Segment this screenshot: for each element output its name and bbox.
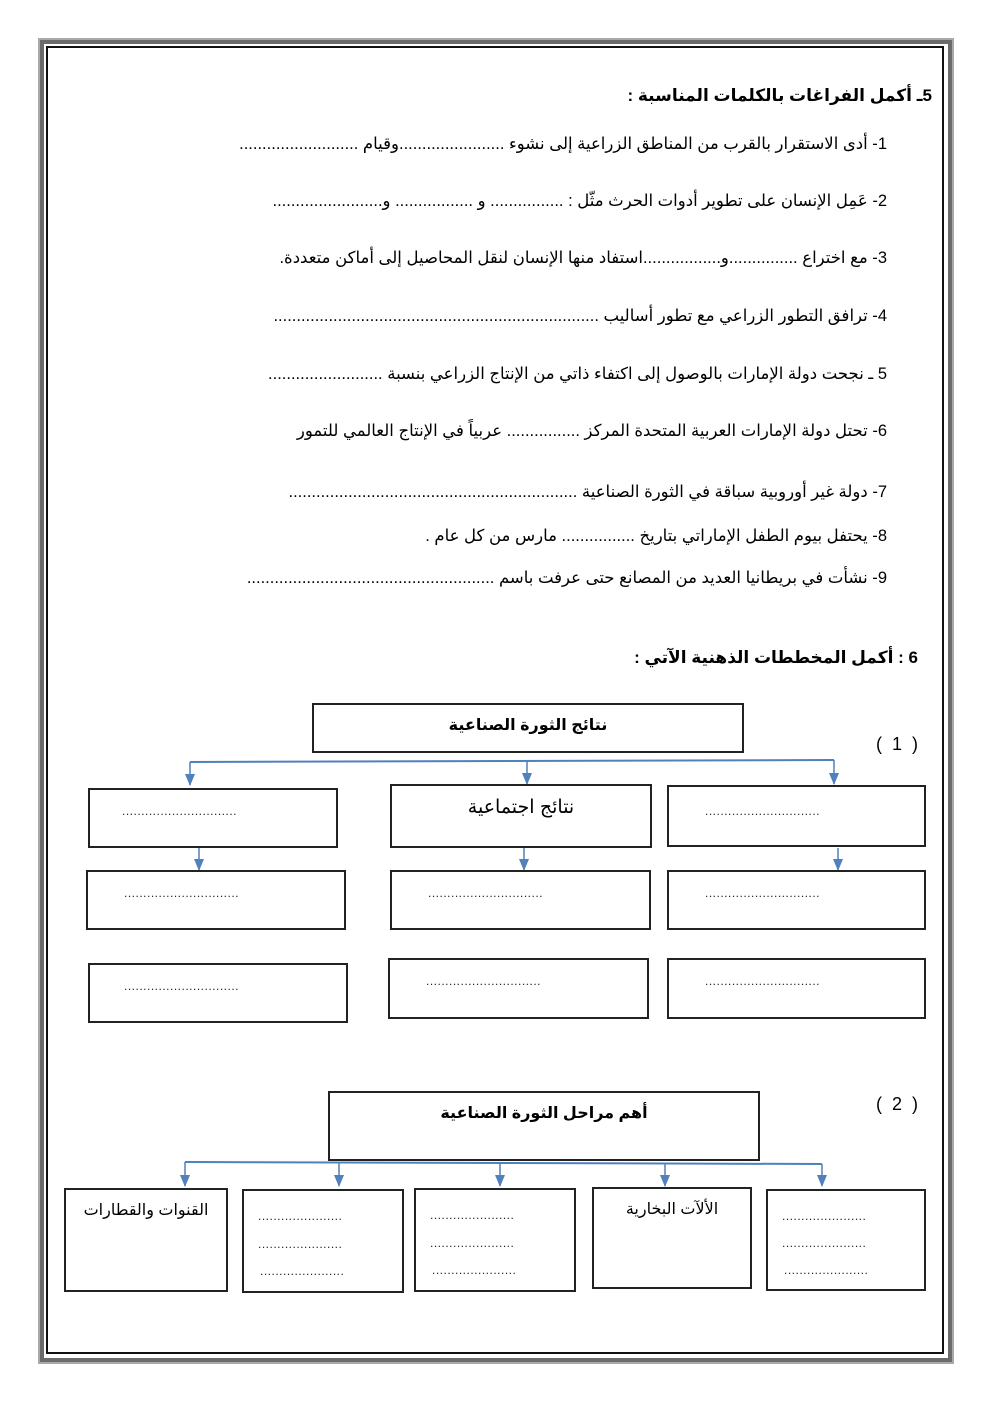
- map1-col3-header-blank: ..............................: [705, 804, 821, 818]
- map1-col3-cell2-blank: ..............................: [705, 974, 821, 988]
- map1-col3-cell1-blank: ..............................: [705, 886, 821, 900]
- question-2: 2- عَمِل الإنسان على تطوير أدوات الحرث مثّل : ................ و ................. و........................: [272, 192, 887, 210]
- map2-branch1-line2: ......................: [782, 1236, 867, 1250]
- map2-branch1-line3: ......................: [784, 1263, 869, 1277]
- map1-number: ( 1 ): [876, 734, 919, 754]
- map2-branch4-line1: ......................: [258, 1209, 343, 1223]
- map2-number: ( 2 ): [876, 1094, 919, 1114]
- map2-branch5-box: [64, 1188, 228, 1292]
- question-1: 1- أدى الاستقرار بالقرب من المناطق الزراعية إلى نشوء .......................وقيام ..........................: [239, 135, 887, 153]
- map2-branch4-line3: ......................: [260, 1264, 345, 1278]
- map1-col2-cell1-box[interactable]: [390, 870, 651, 930]
- question-8: 8- يحتفل بيوم الطفل الإماراتي بتاريخ ................ مارس من كل عام .: [425, 527, 887, 545]
- map1-col1-header-box[interactable]: [88, 788, 338, 848]
- map1-col2-cell1-blank: ..............................: [428, 886, 544, 900]
- map1-col1-cell1-blank: ..............................: [124, 886, 240, 900]
- question-6: 6- تحتل دولة الإمارات العربية المتحدة المركز ................ عربياً في الإنتاج العالمي للتمور: [296, 422, 887, 440]
- map1-col3-cell2-box[interactable]: [667, 958, 926, 1019]
- question-3: 3- مع اختراع ...............و.................استفاد منها الإنسان لنقل المحاصيل إلى أماكن متعددة.: [279, 249, 887, 267]
- question-9: 9- نشأت في بريطانيا العديد من المصانع حتى عرفت باسم ......................................................: [246, 569, 887, 587]
- question-4: 4- ترافق التطور الزراعي مع تطور أساليب .......................................................................: [273, 307, 887, 325]
- map2-branch1-box[interactable]: [766, 1189, 926, 1291]
- map1-col3-cell1-box[interactable]: [667, 870, 926, 930]
- map2-branch5-label: القنوات والقطارات: [83, 1202, 209, 1219]
- question-5: 5 ـ نجحت دولة الإمارات بالوصول إلى اكتفاء ذاتي من الإنتاج الزراعي بنسبة .........................: [268, 365, 887, 383]
- map1-col1-cell2-box[interactable]: [88, 963, 348, 1023]
- map2-branch4-box[interactable]: [242, 1189, 404, 1293]
- map2-branch3-box[interactable]: [414, 1188, 576, 1292]
- map1-col3-header-box[interactable]: [667, 785, 926, 847]
- section6-heading: 6 : أكمل المخططات الذهنية الآتي :: [634, 648, 918, 667]
- map2-branch2-box: [592, 1187, 752, 1289]
- map1-col2-cell2-blank: ..............................: [426, 974, 542, 988]
- map2-root-label: أهم مراحل الثورة الصناعية: [440, 1105, 648, 1122]
- map1-col1-cell2-blank: ..............................: [124, 979, 240, 993]
- map2-branch3-line3: ......................: [432, 1263, 517, 1277]
- map2-branch1-line1: ......................: [782, 1209, 867, 1223]
- map1-col2-cell2-box[interactable]: [388, 958, 649, 1019]
- map2-branch4-line2: ......................: [258, 1237, 343, 1251]
- map1-col2-header-label: نتائج اجتماعية: [467, 797, 575, 818]
- map1-root-label: نتائج الثورة الصناعية: [448, 717, 608, 734]
- map1-col2-header-box: [390, 784, 652, 848]
- map2-branch3-line2: ......................: [430, 1236, 515, 1250]
- map2-branch3-line1: ......................: [430, 1208, 515, 1222]
- map2-root-box: [328, 1091, 760, 1161]
- question-7: 7- دولة غير أوروبية سباقة في الثورة الصناعية ...............................................................: [288, 483, 887, 501]
- section5-heading: 5ـ أكمل الفراغات بالكلمات المناسبة :: [627, 86, 932, 105]
- map1-col1-header-blank: ..............................: [122, 804, 238, 818]
- map1-col1-cell1-box[interactable]: [86, 870, 346, 930]
- map2-branch2-label: الألآت البخارية: [625, 1201, 719, 1218]
